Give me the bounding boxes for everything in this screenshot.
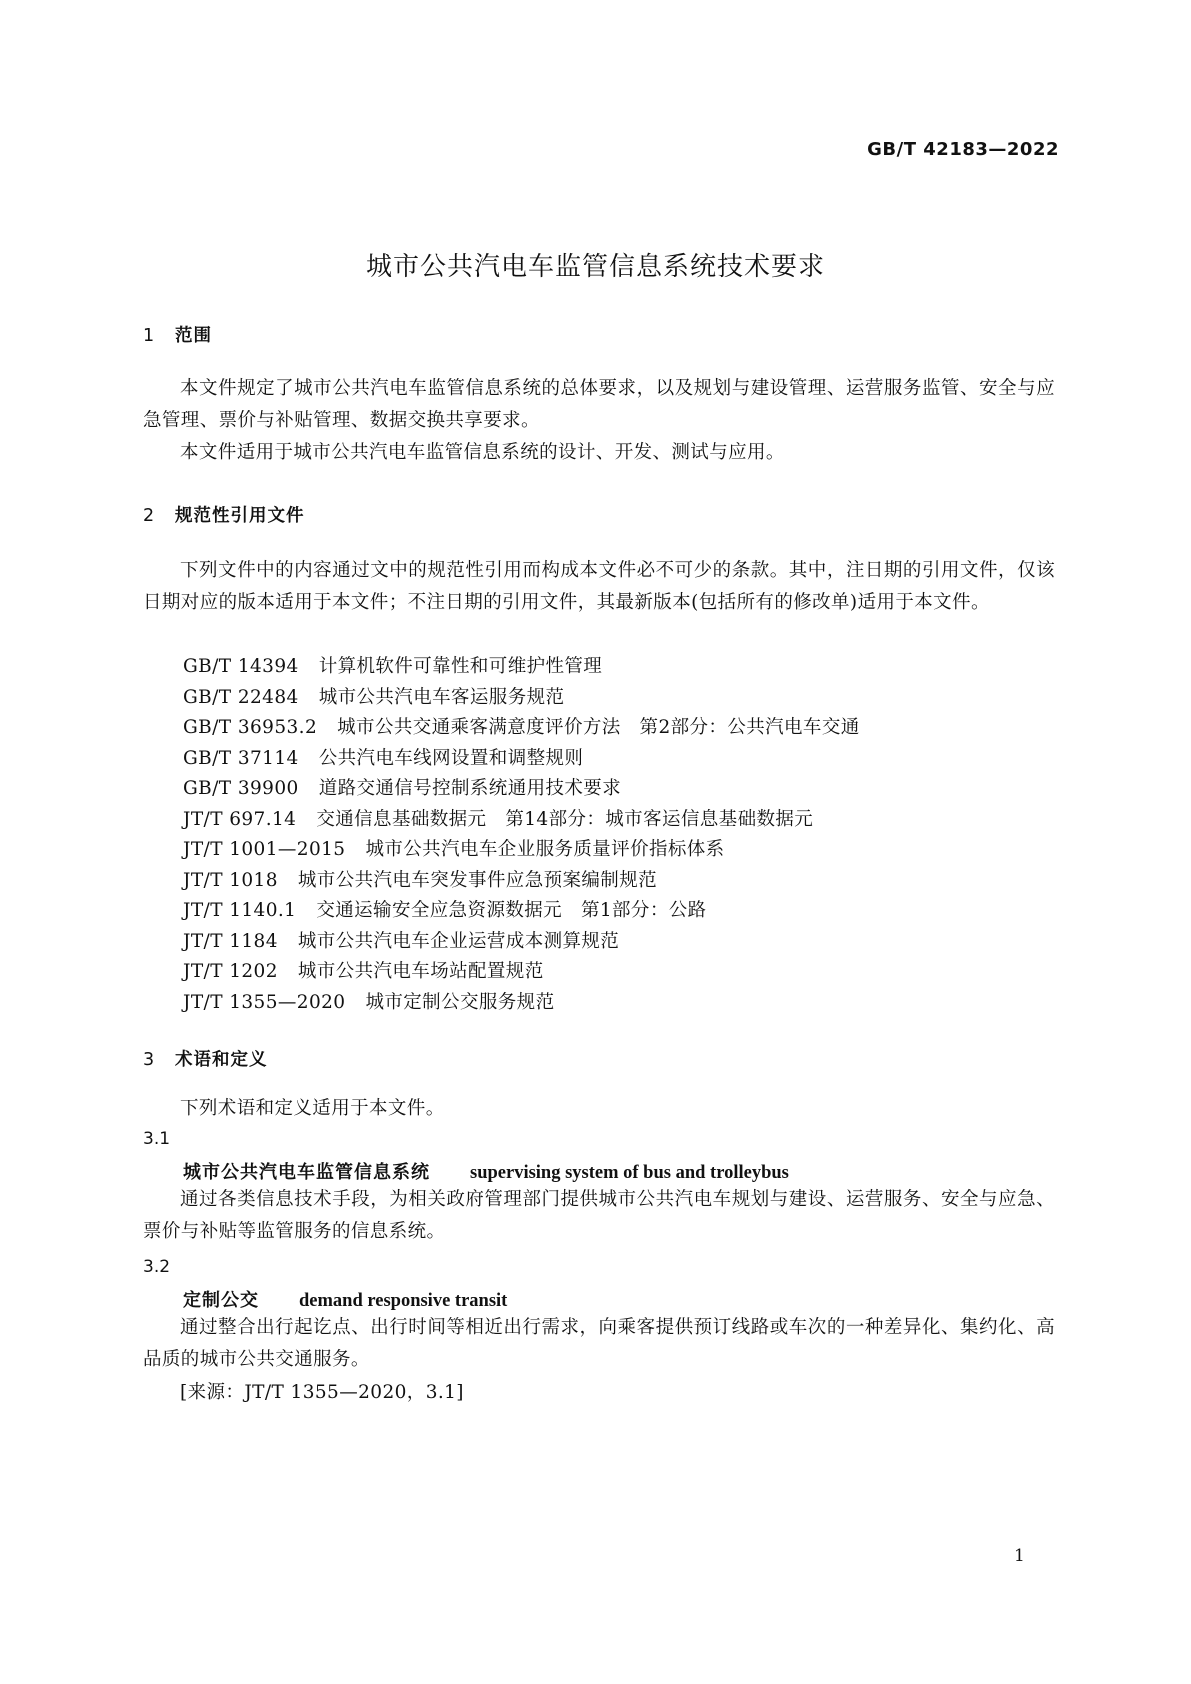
standard-code: GB/T 42183—2022 — [867, 139, 1059, 160]
reference-code: GB/T 14394 — [183, 656, 299, 677]
section-1-heading — [143, 322, 212, 347]
section-3-heading — [143, 1046, 268, 1071]
term-definition: 通过各类信息技术手段，为相关政府管理部门提供城市公共汽电车规划与建设、运营服务、安全与应急、票价与补贴等监管服务的信息系统。 — [143, 1189, 1055, 1242]
section-title: 范围 — [175, 326, 212, 346]
reference-item — [183, 927, 619, 953]
reference-item — [183, 683, 564, 709]
reference-code: JT/T 1184 — [183, 931, 278, 952]
reference-item — [183, 866, 657, 892]
term-chinese: 城市公共汽电车监管信息系统 — [183, 1162, 430, 1183]
reference-title: 交通运输安全应急资源数据元 第1部分：公路 — [316, 900, 707, 921]
reference-code: JT/T 697.14 — [183, 809, 297, 830]
section-title: 术语和定义 — [175, 1050, 268, 1070]
reference-title: 道路交通信号控制系统通用技术要求 — [318, 778, 622, 799]
reference-item — [183, 774, 621, 800]
reference-item — [183, 957, 544, 983]
reference-title: 公共汽电车线网设置和调整规则 — [318, 748, 584, 769]
reference-code: GB/T 37114 — [183, 748, 299, 769]
section-number: 2 — [143, 506, 156, 526]
section-number: 1 — [143, 326, 156, 346]
reference-code: JT/T 1202 — [183, 961, 278, 982]
reference-code: JT/T 1140.1 — [183, 900, 297, 921]
reference-title: 城市公共汽电车突发事件应急预案编制规范 — [297, 870, 657, 891]
term-heading — [183, 1158, 789, 1184]
reference-code: GB/T 39900 — [183, 778, 299, 799]
section-number: 3 — [143, 1050, 156, 1070]
reference-item — [183, 835, 725, 861]
term-english: supervising system of bus and trolleybus — [470, 1163, 789, 1183]
reference-title: 城市定制公交服务规范 — [365, 992, 555, 1013]
reference-title: 城市公共汽电车企业运营成本测算规范 — [297, 931, 620, 952]
term-number: 3.1 — [143, 1129, 171, 1149]
page-number: 1 — [1014, 1546, 1025, 1566]
term-english: demand responsive transit — [299, 1291, 508, 1311]
reference-item — [183, 988, 555, 1014]
section-title: 规范性引用文件 — [175, 506, 305, 526]
reference-item — [183, 713, 860, 739]
section-2-intro: 下列文件中的内容通过文中的规范性引用而构成本文件必不可少的条款。其中，注日期的引用文件，仅该日期对应的版本适用于本文件；不注日期的引用文件，其最新版本(包括所有的修改单)适用于本文件。 — [143, 560, 1055, 613]
term-number: 3.2 — [143, 1257, 171, 1277]
reference-title: 城市公共交通乘客满意度评价方法 第2部分：公共汽电车交通 — [337, 717, 860, 738]
document-title: 城市公共汽电车监管信息系统技术要求 — [365, 252, 825, 282]
section-1-paragraph: 本文件规定了城市公共汽电车监管信息系统的总体要求，以及规划与建设管理、运营服务监管、安全与应急管理、票价与补贴管理、数据交换共享要求。 — [143, 378, 1055, 431]
reference-code: JT/T 1018 — [183, 870, 278, 891]
reference-code: JT/T 1001—2015 — [183, 839, 346, 860]
term-source: [来源：JT/T 1355—2020，3.1] — [180, 1382, 464, 1403]
reference-title: 城市公共汽电车企业服务质量评价指标体系 — [365, 839, 725, 860]
reference-item — [183, 744, 583, 770]
reference-code: GB/T 22484 — [183, 687, 299, 708]
reference-item — [183, 652, 602, 678]
section-2-heading — [143, 502, 305, 527]
term-heading — [183, 1286, 507, 1312]
reference-title: 计算机软件可靠性和可维护性管理 — [318, 656, 603, 677]
reference-code: JT/T 1355—2020 — [183, 992, 346, 1013]
reference-title: 交通信息基础数据元 第14部分：城市客运信息基础数据元 — [316, 809, 814, 830]
reference-item — [183, 896, 707, 922]
reference-title: 城市公共汽电车场站配置规范 — [297, 961, 544, 982]
section-1-paragraph: 本文件适用于城市公共汽电车监管信息系统的设计、开发、测试与应用。 — [180, 442, 785, 463]
section-3-intro: 下列术语和定义适用于本文件。 — [180, 1098, 445, 1119]
term-definition: 通过整合出行起讫点、出行时间等相近出行需求，向乘客提供预订线路或车次的一种差异化、集约化、高品质的城市公共交通服务。 — [143, 1317, 1055, 1370]
reference-title: 城市公共汽电车客运服务规范 — [318, 687, 565, 708]
reference-item — [183, 805, 813, 831]
reference-code: GB/T 36953.2 — [183, 717, 318, 738]
term-chinese: 定制公交 — [183, 1290, 259, 1311]
